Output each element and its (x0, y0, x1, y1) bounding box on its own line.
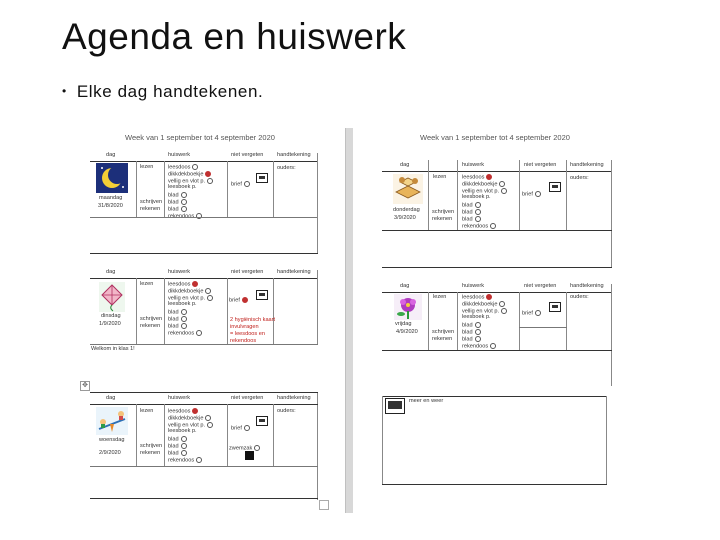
col-divider (164, 161, 165, 217)
rule (382, 171, 612, 172)
bullet-item (62, 82, 263, 102)
col-divider (164, 404, 165, 466)
rule (382, 350, 612, 351)
col-divider (164, 278, 165, 344)
rule (90, 161, 318, 162)
homework-item: rekendoos (168, 457, 195, 464)
homework-list (168, 164, 213, 220)
page-edge (317, 392, 318, 500)
bullet-text: Elke dag handtekenen. (76, 82, 264, 101)
subject: schrijven (432, 209, 455, 215)
subject: lezen (140, 281, 154, 287)
homework-item: dikkdekboekje (168, 171, 204, 178)
rule (90, 344, 318, 345)
subject: schrijven (140, 443, 163, 449)
circle-icon (181, 199, 187, 205)
rule (382, 396, 607, 397)
flower-illustration (394, 294, 422, 320)
subject: rekenen (432, 336, 453, 342)
moon-illustration (96, 163, 128, 193)
circle-icon (207, 178, 213, 184)
col-divider (519, 160, 520, 231)
signature-label: ouders: (570, 294, 589, 300)
signature-label: ouders: (277, 408, 296, 414)
col-divider (273, 161, 274, 217)
homework-item: leesdoos (462, 174, 485, 181)
circle-icon (181, 450, 187, 456)
rule (90, 217, 318, 218)
circle-icon (181, 206, 187, 212)
move-handle-icon[interactable]: ✥ (80, 381, 90, 391)
rule (519, 327, 567, 328)
circle-icon (181, 192, 187, 198)
rule (90, 466, 318, 467)
swim-icon (245, 451, 254, 460)
homework-item: blad (462, 329, 473, 336)
circle-icon (501, 308, 507, 314)
page-gutter (345, 128, 353, 513)
circle-icon (207, 422, 213, 428)
homework-item: leesdoos (462, 294, 485, 301)
circle-icon (475, 216, 481, 222)
subject: lezen (140, 408, 154, 414)
rule (90, 253, 318, 254)
circle-icon (181, 316, 187, 322)
note-red: = leesdoos en (230, 331, 265, 337)
homework-item: vellig en vlot p. (168, 422, 206, 429)
homework-item: leesboek p. (168, 428, 197, 434)
day-date: 2/9/2020 (99, 450, 121, 456)
seesaw-illustration (96, 407, 128, 435)
homework-item: leesboek p. (168, 301, 197, 307)
col-divider (136, 404, 137, 466)
rule (90, 278, 318, 279)
homework-item: blad (462, 336, 473, 343)
circle-icon (475, 209, 481, 215)
col-divider (273, 404, 274, 466)
circle-icon (205, 415, 211, 421)
rule (90, 404, 318, 405)
day-name: maandag (99, 195, 123, 201)
day-name: vrijdag (395, 321, 412, 327)
envelope-icon (256, 290, 268, 300)
col-niet-vergeten: niet vergeten (231, 152, 264, 158)
homework-item: dikkdekboekje (462, 181, 498, 188)
col-divider (136, 278, 137, 344)
welcome-text: Welkom in klas 1! (91, 346, 135, 352)
envelope-icon (256, 416, 268, 426)
resize-handle-icon[interactable] (319, 500, 329, 510)
homework-item: blad (462, 322, 473, 329)
col-divider (227, 404, 228, 466)
col-niet-vergeten: niet vergeten (231, 269, 264, 275)
circle-icon (192, 281, 198, 287)
book-illustration (393, 174, 423, 204)
col-divider (136, 161, 137, 217)
col-divider (227, 278, 228, 344)
circle-icon (486, 174, 492, 180)
subject: schrijven (432, 329, 455, 335)
extra-label: meer en weer (409, 398, 444, 404)
col-divider (428, 292, 429, 350)
computer-icon (385, 398, 405, 414)
rule (382, 484, 607, 485)
homework-item: blad (168, 436, 179, 443)
homework-item: leesdoos (168, 281, 191, 288)
homework-item: blad (168, 323, 179, 330)
note-red: 2 hygiënisch kaart (230, 317, 276, 323)
homework-item: leesdoos (168, 164, 191, 171)
note-red: rekendoos (230, 338, 257, 344)
reminder: brief (522, 191, 541, 198)
homework-item: vellig en vlot p. (168, 295, 206, 302)
homework-item: leesboek p. (462, 194, 491, 200)
page-edge (611, 284, 612, 386)
circle-icon (475, 329, 481, 335)
day-date: 4/9/2020 (396, 329, 418, 335)
col-handtekening: handtekening (277, 395, 311, 401)
homework-item: leesdoos (168, 408, 191, 415)
homework-item: blad (462, 209, 473, 216)
circle-icon (499, 301, 505, 307)
reminder: brief (231, 425, 250, 432)
homework-list (168, 408, 213, 464)
col-handtekening: handtekening (277, 152, 311, 158)
subject: schrijven (140, 199, 163, 205)
col-divider (457, 292, 458, 350)
col-divider (566, 292, 567, 350)
circle-icon (205, 171, 211, 177)
signature-label: ouders: (570, 175, 589, 181)
circle-icon (475, 336, 481, 342)
envelope-icon (256, 173, 268, 183)
homework-item: blad (168, 443, 179, 450)
homework-item: dikkdekboekje (168, 415, 204, 422)
box-edge (606, 396, 607, 484)
day-date: 31/8/2020 (98, 203, 123, 209)
homework-item: rekendoos (168, 330, 195, 337)
circle-icon (181, 309, 187, 315)
col-huiswerk: huiswerk (462, 283, 485, 289)
subject: schrijven (140, 316, 163, 322)
subject: rekenen (140, 206, 161, 212)
circle-icon (192, 408, 198, 414)
col-dag: dag (400, 162, 410, 168)
homework-item: dikkdekboekje (168, 288, 204, 295)
circle-icon (486, 294, 492, 300)
reminder: brief (522, 310, 541, 317)
day-date: 1/9/2020 (99, 321, 121, 327)
circle-icon (490, 223, 496, 229)
reminder: brief (229, 297, 248, 304)
homework-item: blad (462, 202, 473, 209)
circle-icon (207, 295, 213, 301)
rule (90, 392, 318, 393)
page-edge (317, 270, 318, 344)
circle-icon (475, 322, 481, 328)
subject: rekenen (140, 323, 161, 329)
homework-item: blad (168, 316, 179, 323)
homework-list (462, 174, 507, 230)
subject: lezen (140, 164, 154, 170)
rule (382, 292, 612, 293)
reminder: brief (231, 181, 250, 188)
homework-item: blad (168, 309, 179, 316)
homework-item: blad (168, 450, 179, 457)
homework-item: vellig en vlot p. (168, 178, 206, 185)
rule (382, 230, 612, 231)
homework-item: dikkdekboekje (462, 301, 498, 308)
right-week-title: Week van 1 september tot 4 september 2020 (420, 133, 570, 142)
bullet-dot: • (62, 84, 67, 98)
col-divider (519, 292, 520, 350)
day-date: 3/9/2020 (394, 215, 416, 221)
col-dag: dag (400, 283, 410, 289)
homework-item: leesboek p. (168, 184, 197, 190)
day-name: woensdag (99, 437, 125, 443)
circle-icon (192, 164, 198, 170)
homework-item: rekendoos (462, 223, 489, 230)
subject: rekenen (140, 450, 161, 456)
col-huiswerk: huiswerk (462, 162, 485, 168)
envelope-icon (549, 182, 561, 192)
circle-icon (501, 188, 507, 194)
circle-icon (490, 343, 496, 349)
homework-item: blad (168, 192, 179, 199)
homework-item: blad (168, 206, 179, 213)
subject: rekenen (432, 216, 453, 222)
box-edge (382, 396, 383, 484)
envelope-icon (549, 302, 561, 312)
circle-icon (181, 443, 187, 449)
col-huiswerk: huiswerk (168, 152, 191, 158)
homework-item: rekendoos (462, 343, 489, 350)
day-name: dinsdag (101, 313, 121, 319)
circle-icon (499, 181, 505, 187)
col-divider (457, 160, 458, 231)
circle-icon (196, 213, 202, 219)
homework-list (462, 294, 507, 350)
col-divider (428, 160, 429, 231)
col-dag: dag (106, 395, 116, 401)
circle-icon (475, 202, 481, 208)
circle-icon (196, 457, 202, 463)
col-handtekening: handtekening (277, 269, 311, 275)
note-red: invulvragen (230, 324, 259, 330)
page-edge (317, 153, 318, 253)
left-week-title: Week van 1 september tot 4 september 2020 (125, 133, 275, 142)
col-niet-vergeten: niet vergeten (524, 283, 557, 289)
homework-list (168, 281, 213, 337)
page-edge (611, 160, 612, 268)
circle-icon (196, 330, 202, 336)
col-huiswerk: huiswerk (168, 395, 191, 401)
homework-item: vellig en vlot p. (462, 308, 500, 315)
col-handtekening: handtekening (570, 162, 604, 168)
signature-label: ouders: (277, 165, 296, 171)
col-divider (273, 278, 274, 344)
col-niet-vergeten: niet vergeten (231, 395, 264, 401)
reminder: zwemzak (229, 445, 260, 452)
rule (90, 498, 318, 499)
circle-icon (181, 323, 187, 329)
homework-item: vellig en vlot p. (462, 188, 500, 195)
circle-icon (181, 436, 187, 442)
kite-illustration (99, 282, 125, 312)
homework-item: blad (462, 216, 473, 223)
subject: lezen (433, 294, 447, 300)
subject: lezen (433, 174, 447, 180)
col-dag: dag (106, 269, 116, 275)
col-niet-vergeten: niet vergeten (524, 162, 557, 168)
col-divider (227, 161, 228, 217)
col-divider (566, 160, 567, 231)
day-name: donderdag (393, 207, 420, 213)
homework-item: leesboek p. (462, 314, 491, 320)
homework-item: blad (168, 199, 179, 206)
rule (382, 267, 612, 268)
col-huiswerk: huiswerk (168, 269, 191, 275)
circle-icon (205, 288, 211, 294)
slide-title: Agenda en huiswerk (62, 16, 407, 57)
col-dag: dag (106, 152, 116, 158)
col-handtekening: handtekening (570, 283, 604, 289)
